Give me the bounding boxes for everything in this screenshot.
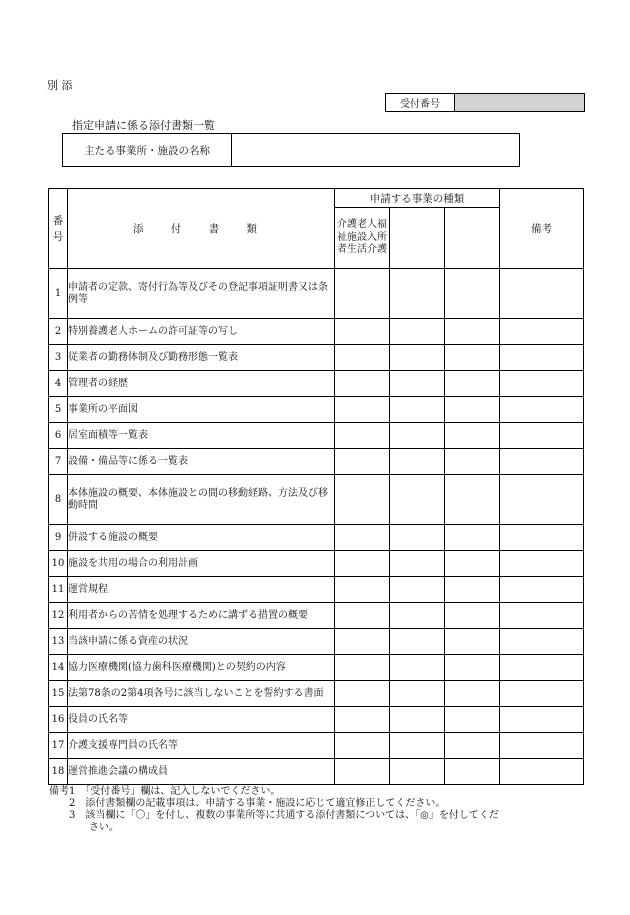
remarks-cell[interactable] xyxy=(500,269,584,319)
document-name: 併設する施設の概要 xyxy=(68,525,335,551)
remarks-cell[interactable] xyxy=(500,707,584,733)
type-2-check-cell[interactable] xyxy=(389,707,444,733)
row-number: 7 xyxy=(49,449,68,475)
row-number: 11 xyxy=(49,577,68,603)
table-row xyxy=(49,551,584,577)
note-line: 備考1 「受付番号」欄は、記入しないでください。 xyxy=(49,786,281,797)
business-type-3 xyxy=(444,208,499,269)
row-number: 14 xyxy=(49,655,68,681)
type-3-check-cell[interactable] xyxy=(444,397,499,423)
col-document-header: 添 付 書 類 xyxy=(68,189,335,269)
col-number-header: 番号 xyxy=(49,189,68,269)
table-row xyxy=(49,397,584,423)
type-2-check-cell[interactable] xyxy=(389,733,444,759)
remarks-cell[interactable] xyxy=(500,551,584,577)
reception-number-box xyxy=(385,93,585,112)
document-name: 施設を共用の場合の利用計画 xyxy=(68,551,335,577)
remarks-cell[interactable] xyxy=(500,345,584,371)
type-3-check-cell[interactable] xyxy=(444,319,499,345)
document-name: 従業者の勤務体制及び勤務形態一覧表 xyxy=(68,345,335,371)
type-1-check-cell[interactable] xyxy=(334,707,389,733)
type-2-check-cell[interactable] xyxy=(389,759,444,785)
type-3-check-cell[interactable] xyxy=(444,269,499,319)
type-3-check-cell[interactable] xyxy=(444,759,499,785)
remarks-cell[interactable] xyxy=(500,733,584,759)
table-row xyxy=(49,759,584,785)
type-1-check-cell[interactable] xyxy=(334,397,389,423)
remarks-cell[interactable] xyxy=(500,475,584,525)
type-2-check-cell[interactable] xyxy=(389,345,444,371)
notes xyxy=(49,786,499,834)
type-2-check-cell[interactable] xyxy=(389,269,444,319)
facility-name-box xyxy=(62,133,520,167)
type-1-check-cell[interactable] xyxy=(334,371,389,397)
note-line: 2 添付書類欄の記載事項は、申請する事業・施設に応じて適宜修正してください。 xyxy=(49,798,446,809)
remarks-cell[interactable] xyxy=(500,371,584,397)
type-3-check-cell[interactable] xyxy=(444,629,499,655)
type-3-check-cell[interactable] xyxy=(444,681,499,707)
attachments-table xyxy=(48,188,584,785)
type-1-check-cell[interactable] xyxy=(334,551,389,577)
table-row xyxy=(49,449,584,475)
type-1-check-cell[interactable] xyxy=(334,475,389,525)
table-row xyxy=(49,629,584,655)
type-1-check-cell[interactable] xyxy=(334,345,389,371)
row-number: 1 xyxy=(49,269,68,319)
table-row xyxy=(49,577,584,603)
reception-number-label: 受付番号 xyxy=(386,94,455,111)
table-row xyxy=(49,269,584,319)
table-row xyxy=(49,525,584,551)
type-2-check-cell[interactable] xyxy=(389,371,444,397)
type-3-check-cell[interactable] xyxy=(444,423,499,449)
remarks-cell[interactable] xyxy=(500,603,584,629)
note-line: さい。 xyxy=(49,822,119,833)
table-row xyxy=(49,423,584,449)
col-remarks-header: 備考 xyxy=(500,189,584,269)
type-2-check-cell[interactable] xyxy=(389,629,444,655)
type-3-check-cell[interactable] xyxy=(444,525,499,551)
table-row xyxy=(49,655,584,681)
type-1-check-cell[interactable] xyxy=(334,655,389,681)
table-row xyxy=(49,345,584,371)
business-type-1: 介護老人福祉施設入所者生活介護 xyxy=(334,208,389,269)
type-3-check-cell[interactable] xyxy=(444,551,499,577)
table-row xyxy=(49,371,584,397)
remarks-cell[interactable] xyxy=(500,397,584,423)
document-name: 介護支援専門員の氏名等 xyxy=(68,733,335,759)
document-name: 設備・備品等に係る一覧表 xyxy=(68,449,335,475)
row-number: 12 xyxy=(49,603,68,629)
document-name: 本体施設の概要、本体施設との間の移動経路、方法及び移動時間 xyxy=(68,475,335,525)
type-1-check-cell[interactable] xyxy=(334,525,389,551)
remarks-cell[interactable] xyxy=(500,577,584,603)
facility-name-label: 主たる事業所・施設の名称 xyxy=(63,134,232,166)
row-number: 2 xyxy=(49,319,68,345)
type-1-check-cell[interactable] xyxy=(334,681,389,707)
type-1-check-cell[interactable] xyxy=(334,577,389,603)
type-1-check-cell[interactable] xyxy=(334,269,389,319)
attachment-label: 別 添 xyxy=(47,79,73,92)
document-name: 利用者からの苦情を処理するために講ずる措置の概要 xyxy=(68,603,335,629)
row-number: 8 xyxy=(49,475,68,525)
type-3-check-cell[interactable] xyxy=(444,603,499,629)
type-1-check-cell[interactable] xyxy=(334,603,389,629)
row-number: 17 xyxy=(49,733,68,759)
list-title: 指定申請に係る添付書類一覧 xyxy=(72,119,215,132)
type-2-check-cell[interactable] xyxy=(389,319,444,345)
type-3-check-cell[interactable] xyxy=(444,707,499,733)
document-name: 協力医療機関(協力歯科医療機関)との契約の内容 xyxy=(68,655,335,681)
col-business-types-header: 申請する事業の種類 xyxy=(334,189,499,208)
type-1-check-cell[interactable] xyxy=(334,733,389,759)
type-2-check-cell[interactable] xyxy=(389,397,444,423)
document-name: 特別養護老人ホームの許可証等の写し xyxy=(68,319,335,345)
type-2-check-cell[interactable] xyxy=(389,551,444,577)
document-name: 運営規程 xyxy=(68,577,335,603)
document-name: 当該申請に係る資産の状況 xyxy=(68,629,335,655)
remarks-cell[interactable] xyxy=(500,525,584,551)
row-number: 5 xyxy=(49,397,68,423)
type-2-check-cell[interactable] xyxy=(389,449,444,475)
row-number: 6 xyxy=(49,423,68,449)
type-2-check-cell[interactable] xyxy=(389,525,444,551)
row-number: 9 xyxy=(49,525,68,551)
table-row xyxy=(49,475,584,525)
document-name: 役員の氏名等 xyxy=(68,707,335,733)
remarks-cell[interactable] xyxy=(500,319,584,345)
row-number: 3 xyxy=(49,345,68,371)
type-3-check-cell[interactable] xyxy=(444,371,499,397)
type-2-check-cell[interactable] xyxy=(389,577,444,603)
type-1-check-cell[interactable] xyxy=(334,629,389,655)
document-name: 管理者の経歴 xyxy=(68,371,335,397)
row-number: 18 xyxy=(49,759,68,785)
type-3-check-cell[interactable] xyxy=(444,475,499,525)
type-3-check-cell[interactable] xyxy=(444,655,499,681)
remarks-cell[interactable] xyxy=(500,423,584,449)
type-1-check-cell[interactable] xyxy=(334,423,389,449)
row-number: 16 xyxy=(49,707,68,733)
type-2-check-cell[interactable] xyxy=(389,423,444,449)
row-number: 15 xyxy=(49,681,68,707)
row-number: 10 xyxy=(49,551,68,577)
type-2-check-cell[interactable] xyxy=(389,681,444,707)
document-name: 運営推進会議の構成員 xyxy=(68,759,335,785)
type-2-check-cell[interactable] xyxy=(389,475,444,525)
remarks-cell[interactable] xyxy=(500,629,584,655)
business-type-2 xyxy=(389,208,444,269)
table-row xyxy=(49,681,584,707)
type-2-check-cell[interactable] xyxy=(389,655,444,681)
document-name: 居室面積等一覧表 xyxy=(68,423,335,449)
remarks-cell[interactable] xyxy=(500,655,584,681)
table-row xyxy=(49,733,584,759)
type-3-check-cell[interactable] xyxy=(444,449,499,475)
document-name: 法第78条の2第4項各号に該当しないことを誓約する書面 xyxy=(68,681,335,707)
note-line: 3 該当欄に「〇」を付し、複数の事業所等に共通する添付書類については、「◎」を付してくだ xyxy=(49,810,499,821)
remarks-cell[interactable] xyxy=(500,681,584,707)
remarks-cell[interactable] xyxy=(500,449,584,475)
type-1-check-cell[interactable] xyxy=(334,449,389,475)
remarks-cell[interactable] xyxy=(500,759,584,785)
document-name: 事業所の平面図 xyxy=(68,397,335,423)
table-row xyxy=(49,707,584,733)
type-3-check-cell[interactable] xyxy=(444,733,499,759)
facility-name-field[interactable] xyxy=(232,134,519,166)
reception-number-field[interactable] xyxy=(455,94,584,111)
type-2-check-cell[interactable] xyxy=(389,603,444,629)
row-number: 4 xyxy=(49,371,68,397)
type-1-check-cell[interactable] xyxy=(334,319,389,345)
row-number: 13 xyxy=(49,629,68,655)
type-1-check-cell[interactable] xyxy=(334,759,389,785)
type-3-check-cell[interactable] xyxy=(444,577,499,603)
table-row xyxy=(49,603,584,629)
type-3-check-cell[interactable] xyxy=(444,345,499,371)
document-name: 申請者の定款、寄付行為等及びその登記事項証明書又は条例等 xyxy=(68,269,335,319)
table-row xyxy=(49,319,584,345)
